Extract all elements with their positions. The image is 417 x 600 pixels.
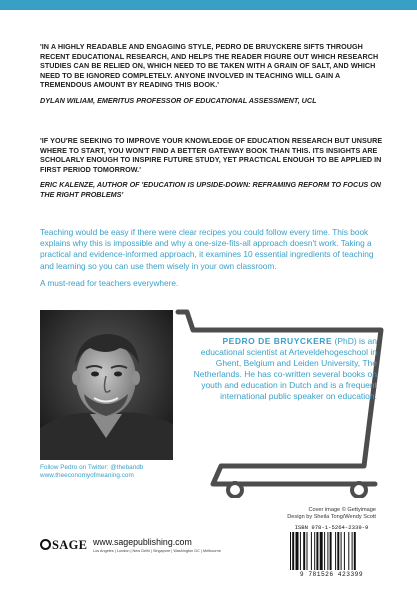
- author-bio-text: (PhD) is an educational scientist at Arteveldehogeschool in Ghent, Belgium and Leiden University, The Netherlands. He has co-written several books on youth and education in Dutch and is a frequent international public speaker on education.: [193, 336, 377, 401]
- author-name: PEDRO DE BRUYCKERE: [222, 336, 333, 346]
- isbn-label: ISBN 978-1-5264-2339-9: [294, 524, 369, 531]
- isbn-number: 9 781526 423399: [299, 571, 364, 578]
- follow-info: [40, 464, 143, 480]
- publisher-cities: Los Angeles | London | New Delhi | Singapore | Washington DC | Melbourne: [93, 549, 221, 553]
- publisher-website: www.sagepublishing.com: [93, 537, 192, 547]
- top-accent-bar: [0, 0, 417, 10]
- endorsement-author: DYLAN WILIAM, EMERITUS PROFESSOR OF EDUCATIONAL ASSESSMENT, UCL: [40, 95, 317, 105]
- tagline: A must-read for teachers everywhere.: [40, 278, 179, 288]
- author-bio: [192, 336, 377, 402]
- author-portrait-image: [40, 310, 173, 460]
- sage-logo: [40, 538, 87, 553]
- endorsement-1: [40, 42, 388, 106]
- design-credit: Design by Sheila Tong/Wendy Scott: [287, 514, 376, 521]
- sage-logo-text: SAGE: [52, 538, 88, 552]
- endorsement-author: ERIC KALENZE, AUTHOR OF 'EDUCATION IS UPSIDE-DOWN: REFRAMING REFORM TO FOCUS ON THE RIGHT PROBLEMS': [40, 180, 381, 199]
- author-website: www.theeconomyofmeaning.com: [40, 472, 134, 479]
- endorsement-2: [40, 136, 388, 200]
- barcode-icon: [290, 532, 374, 572]
- cover-credits: [287, 507, 376, 521]
- endorsement-quote: 'IN A HIGHLY READABLE AND ENGAGING STYLE, PEDRO DE BRUYCKERE SIFTS THROUGH RECENT EDUCATIONAL RESEARCH, AND HELPS THE READER FIGURE OUT WHICH RESEARCH STUDIES CAN BE RELIED ON, WHICH NEED TO BE TAKEN WITH A GRAIN OF SALT, AND WHICH NEED TO BE IGNORED COMPLETELY. ANYONE INVOLVED IN TEACHING WILL GAIN A TREMENDOUS AMOUNT BY READING THIS BOOK.': [40, 42, 379, 90]
- endorsement-quote: 'IF YOU'RE SEEKING TO IMPROVE YOUR KNOWLEDGE OF EDUCATION RESEARCH BUT UNSURE WHERE TO START, YOU WON'T FIND A BETTER GATEWAY BOOK THAN THIS. ITS INSIGHTS ARE SCHOLARLY ENOUGH TO INSPIRE FUTURE STUDY, YET PRACTICAL ENOUGH TO BE APPLIED IN FIRST PERIOD TOMORROW.': [40, 136, 383, 174]
- isbn-barcode: [286, 524, 377, 580]
- sage-logo-mark-icon: [40, 539, 51, 550]
- twitter-handle: Follow Pedro on Twitter: @thebandb: [40, 464, 144, 471]
- book-blurb: Teaching would be easy if there were clear recipes you could follow every time. This book explains why this is impossible and why a one-size-fits-all approach doesn't work. Taking a practical and evidence-informed approach, it examines 10 essential ingredients of teaching and learning so you can use them wisely in your own classroom.: [40, 227, 374, 271]
- cover-image-credit: Cover image © Gettyimage: [308, 507, 376, 513]
- author-photo: [40, 310, 173, 460]
